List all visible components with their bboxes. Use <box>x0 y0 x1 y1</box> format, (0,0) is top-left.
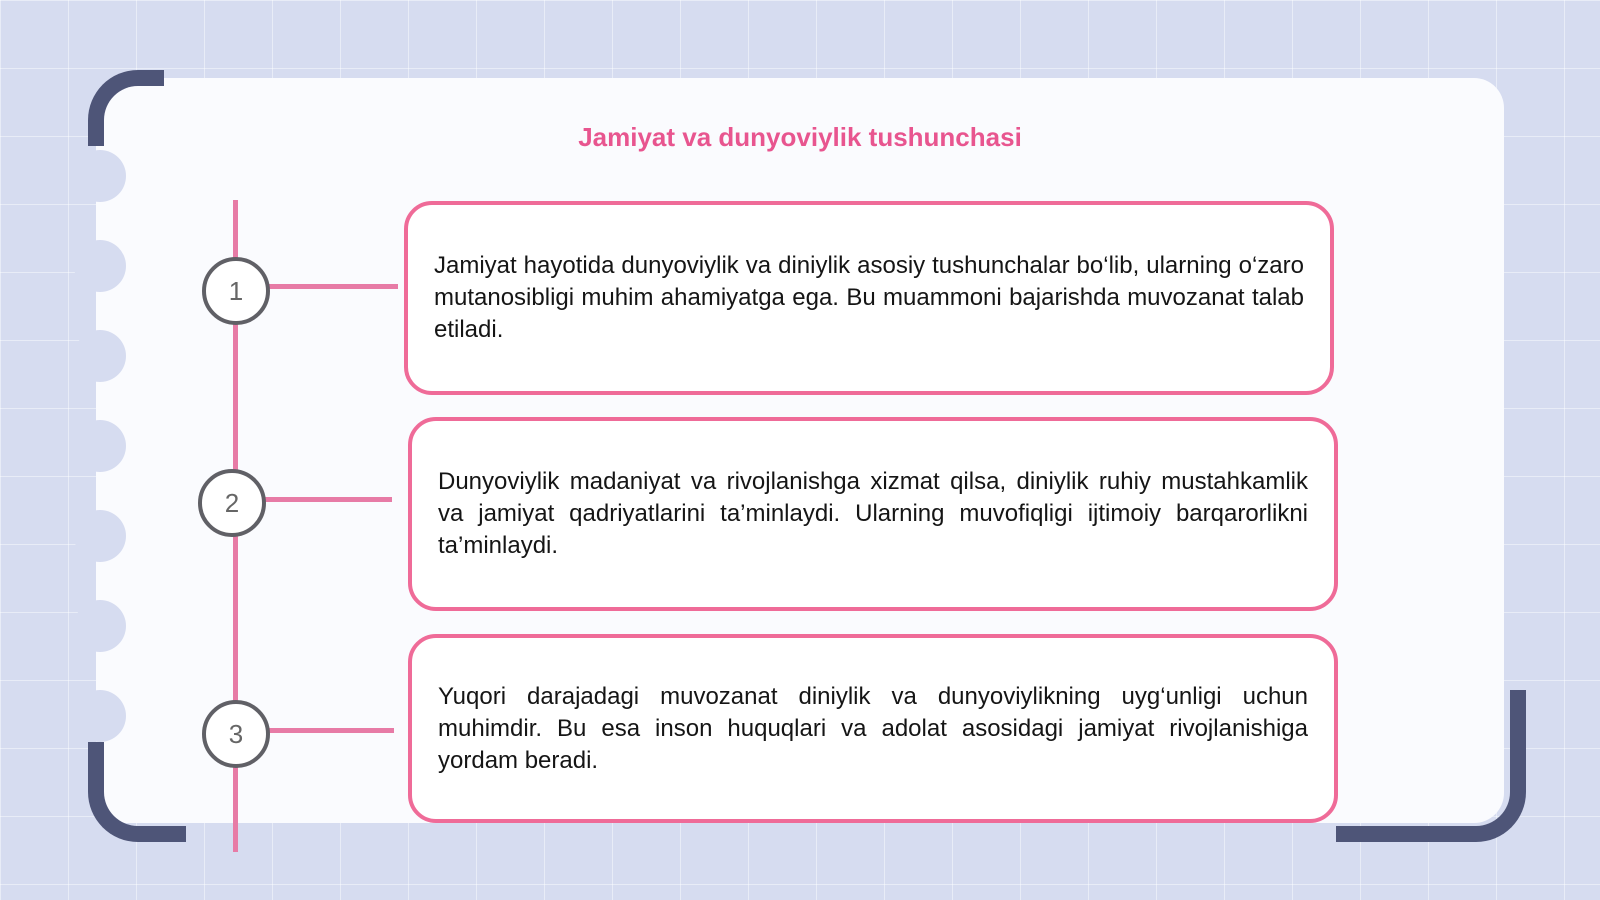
text-box-1 <box>404 201 1334 395</box>
text-box-2-content: Dunyoviylik madaniyat va rivojlanishga xizmat qilsa, diniylik ruhiy mustahkamlik va jamiyat qadriyatlarini ta’minlaydi. Ularning muvofiqligi ijtimoiy barqarorlikni ta’minlaydi. <box>438 468 1308 559</box>
frame-bracket-bottom-left <box>88 742 186 842</box>
card-notch <box>74 150 126 202</box>
step-number-2: 2 <box>198 469 266 537</box>
step-number-1: 1 <box>202 257 270 325</box>
card-notch <box>74 420 126 472</box>
card-notch <box>74 690 126 742</box>
text-box-1-content: Jamiyat hayotida dunyoviylik va diniylik asosiy tushunchalar bo‘lib, ularning o‘zaro mutanosibligi muhim ahamiyatga ega. Bu muammoni bajarishda muvozanat talab etiladi. <box>434 252 1304 343</box>
text-box-3 <box>408 634 1338 823</box>
card-notch <box>74 330 126 382</box>
text-box-2 <box>408 417 1338 611</box>
text-box-3-content: Yuqori darajadagi muvozanat diniylik va dunyoviylikning uyg‘unligi uchun muhimdir. Bu esa inson huquqlari va adolat asosidagi jamiyat rivojlanishiga yordam beradi. <box>438 682 1308 774</box>
card-notch <box>74 510 126 562</box>
timeline-connector-2 <box>258 497 392 502</box>
card-notch <box>74 240 126 292</box>
slide-title: Jamiyat va dunyoviylik tushunchasi <box>578 122 1022 152</box>
timeline-connector-3 <box>262 728 394 733</box>
card-notch <box>74 600 126 652</box>
timeline-connector-1 <box>262 284 398 289</box>
step-number-3: 3 <box>202 700 270 768</box>
frame-bracket-bottom-right <box>1336 690 1526 842</box>
